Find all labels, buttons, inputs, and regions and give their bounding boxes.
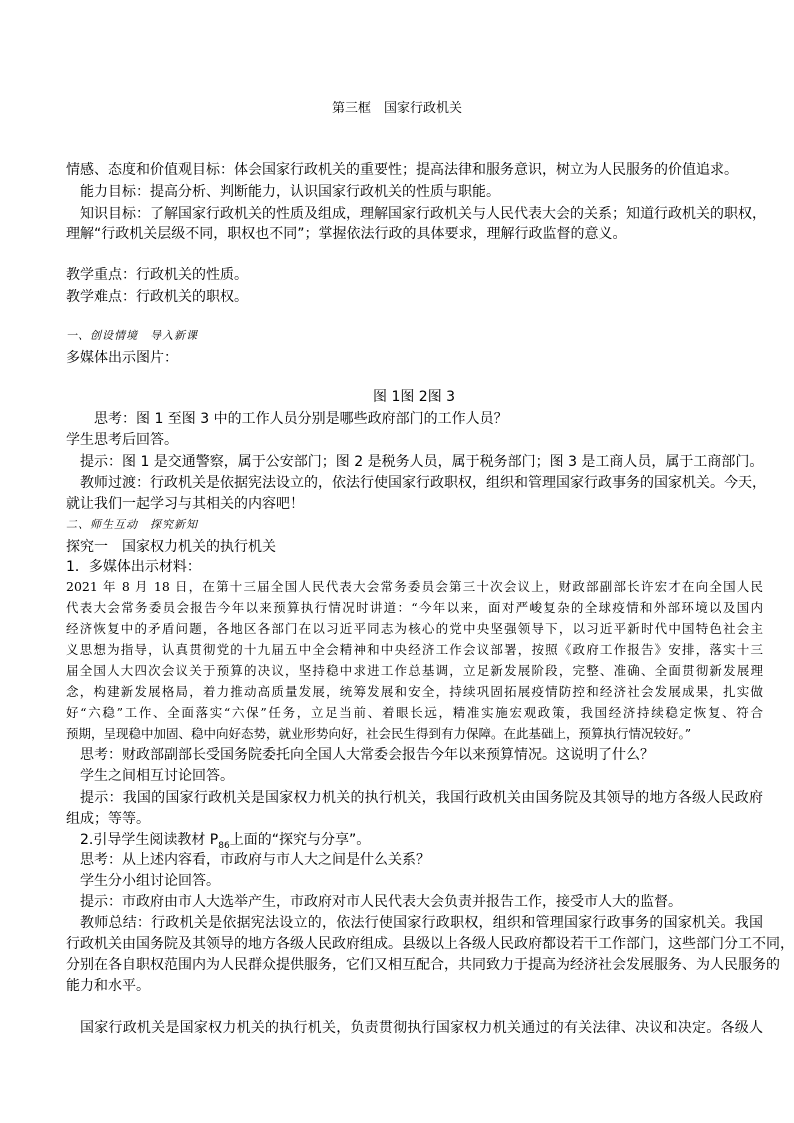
item-2-suffix: 上面的“探究与分享”。 bbox=[229, 832, 371, 848]
discuss-1: 学生之间相互讨论回答。 bbox=[80, 768, 234, 784]
summary-line: 行政机关由国务院及其领导的地方各级人民政府组成。县级以上各级人民政府都设若干工作部门，这些部门分工不同， bbox=[66, 936, 794, 952]
material-line: 义思想为指导，认真贯彻党的十九届五中全会精神和中央经济工作会议部署，按照《政府工作报告》安排，落实十三 bbox=[66, 642, 763, 657]
summary-line: 教师总结：行政机关是依据宪法设立的，依法行使国家行政职权，组织和管理国家行政事务的国家机关。我国 bbox=[80, 915, 763, 931]
material-line: 念，构建新发展格局，着力推动高质量发展，统筹发展和安全，持续巩固拓展疫情防控和经济社会发展成果，扎实做 bbox=[66, 684, 763, 699]
item-2-prefix: 2.引导学生阅读教材 P bbox=[80, 832, 219, 848]
goal-knowledge-line1: 知识目标：了解国家行政机关的性质及组成，理解国家行政机关与人民代表大会的关系；知道行政机关的职权， bbox=[80, 206, 766, 222]
hint-2-line2: 组成；等等。 bbox=[66, 811, 150, 827]
teacher-transition-line1: 教师过渡：行政机关是依据宪法设立的，依法行使国家行政职权，组织和管理国家行政事务的国家机关。今天， bbox=[80, 475, 766, 491]
summary-line: 能力和水平。 bbox=[66, 978, 150, 994]
show-images-text: 多媒体出示图片： bbox=[66, 350, 178, 366]
goal-ability: 能力目标：提高分析、判断能力，认识国家行政机关的性质与职能。 bbox=[80, 184, 500, 200]
material-line: 经济恢复中的矛盾问题，各地区各部门在以习近平同志为核心的党中央坚强领导下，以习近平新时代中国特色社会主 bbox=[66, 621, 763, 636]
discuss-2: 学生分小组讨论回答。 bbox=[80, 873, 220, 889]
summary-line: 分别在各自职权范围内为人民群众提供服务，它们又相互配合，共同致力于提高为经济社会发展服务、为人民服务的 bbox=[66, 957, 780, 973]
item-2-page-sub: 86 bbox=[218, 840, 230, 851]
student-answer-1: 学生思考后回答。 bbox=[66, 432, 178, 448]
material-line: 预期，呈现稳中加固、稳中向好态势，就业形势向好，社会民生得到有力保障。在此基础上，预算执行情况较好。” bbox=[66, 726, 692, 741]
material-line: 代表大会常务委员会报告今年以来预算执行情况时讲道：“今年以来，面对严峻复杂的全球疫情和外部环境以及国内 bbox=[66, 600, 763, 615]
last-paragraph-line: 国家行政机关是国家权力机关的执行机关，负责贯彻执行国家权力机关通过的有关法律、决议和决定。各级人 bbox=[80, 1020, 763, 1036]
goal-emotion: 情感、态度和价值观目标：体会国家行政机关的重要性；提高法律和服务意识，树立为人民服务的价值追求。 bbox=[66, 162, 738, 178]
difficult-point: 教学难点：行政机关的职权。 bbox=[66, 289, 248, 305]
material-line: 好“六稳”工作、全面落实“六保”任务，立足当前、着眼长远，精准实施宏观政策，我国经济持续稳定恢复、符合 bbox=[66, 705, 763, 720]
think-question-2: 思考：财政部副部长受国务院委托向全国人大常委会报告今年以来预算情况。这说明了什么？ bbox=[80, 747, 654, 763]
section2-heading: 二、师生互动 探究新知 bbox=[66, 518, 198, 531]
think-question-3: 思考：从上述内容看，市政府与市人大之间是什么关系？ bbox=[80, 852, 430, 868]
hint-3: 提示：市政府由市人大选举产生，市政府对市人民代表大会负责并报告工作，接受市人大的监督。 bbox=[80, 894, 682, 910]
explore-heading: 探究一 国家权力机关的执行机关 bbox=[66, 539, 276, 555]
goal-knowledge-line2: 理解“行政机关层级不同，职权也不同”；掌握依法行政的具体要求，理解行政监督的意义。 bbox=[66, 226, 627, 242]
section1-heading: 一、创设情境 导入新课 bbox=[66, 329, 198, 342]
material-line: 2021 年 8 月 18 日，在第十三届全国人民代表大会常务委员会第三十次会议上，财政部副部长许宏才在向全国人民 bbox=[66, 579, 763, 594]
hint-1: 提示：图 1 是交通警察，属于公安部门；图 2 是税务人员，属于税务部门；图 3 是工商人员，属于工商部门。 bbox=[80, 454, 764, 470]
item-1: 1．多媒体出示材料： bbox=[66, 559, 201, 575]
think-question-1: 思考：图 1 至图 3 中的工作人员分别是哪些政府部门的工作人员？ bbox=[94, 411, 508, 427]
hint-2-line1: 提示：我国的国家行政机关是国家权力机关的执行机关，我国行政机关由国务院及其领导的地方各级人民政府 bbox=[80, 790, 763, 806]
page-title: 第三框 国家行政机关 bbox=[331, 101, 462, 116]
figure-caption: 图 1图 2图 3 bbox=[373, 389, 456, 405]
teacher-transition-line2: 就让我们一起学习与其相关的内容吧！ bbox=[66, 496, 304, 512]
material-line: 届全国人大四次会议关于预算的决议，坚持稳中求进工作总基调，立足新发展阶段，完整、准确、全面贯彻新发展理 bbox=[66, 663, 763, 678]
key-point: 教学重点：行政机关的性质。 bbox=[66, 267, 248, 283]
